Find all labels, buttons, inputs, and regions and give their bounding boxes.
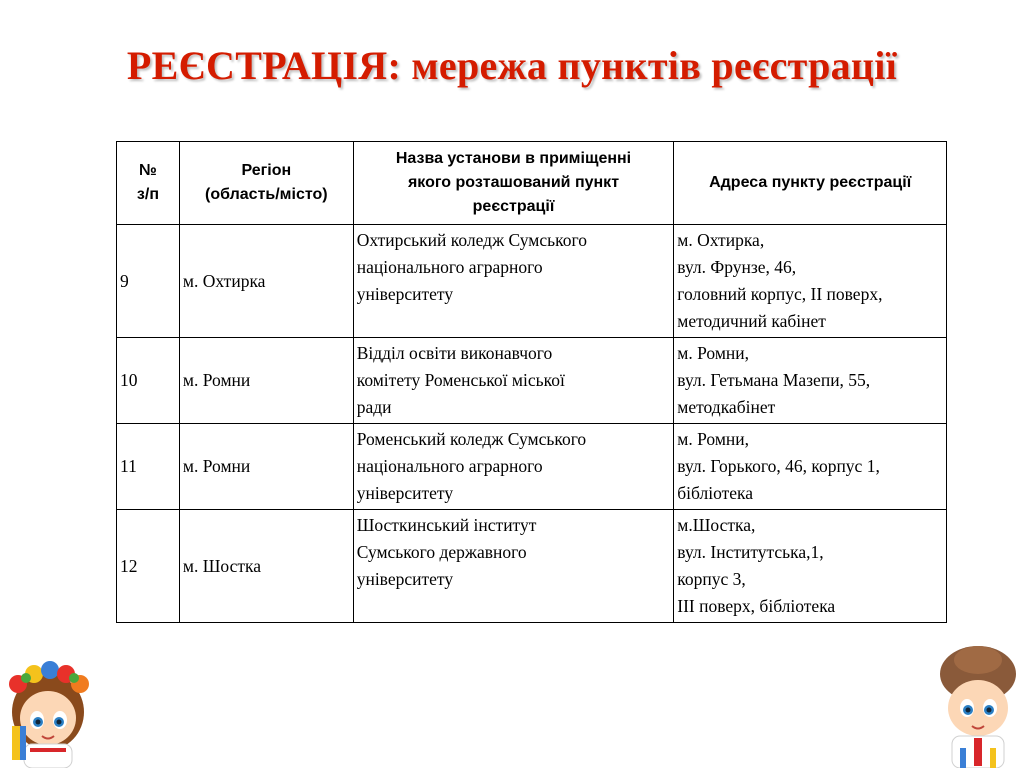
row-institution (353, 338, 674, 424)
row-number: 12 (117, 510, 180, 623)
header-num-line: № (139, 162, 157, 179)
row-region: м. Ромни (179, 338, 353, 424)
header-region-line: Регіон (241, 162, 292, 179)
row-number: 10 (117, 338, 180, 424)
institution-line: Охтирський коледж Сумського (356, 230, 587, 250)
slide-title: РЕЄСТРАЦІЯ: мережа пунктів реєстрації (126, 43, 898, 88)
row-address (674, 338, 947, 424)
row-institution (353, 424, 674, 510)
address-line: ІІІ поверх, бібліотека (677, 596, 836, 616)
header-institution-line: реєстрації (472, 198, 555, 215)
address-line: м. Охтирка, (677, 230, 765, 250)
girl-mascot-icon (0, 640, 100, 768)
institution-line: комітету Роменської міської (356, 370, 565, 390)
address-line: м.Шостка, (677, 515, 756, 535)
row-region: м. Шостка (179, 510, 353, 623)
institution-line: національного аграрного (356, 257, 543, 277)
header-institution-line: якого розташований пункт (407, 174, 620, 191)
registration-points-table (116, 141, 947, 623)
header-address (674, 142, 947, 225)
institution-line: університету (356, 483, 454, 503)
header-num-line: з/п (136, 186, 159, 203)
table-row (117, 225, 947, 338)
address-line: корпус 3, (677, 569, 746, 589)
address-line: методкабінет (677, 397, 776, 417)
table-row (117, 424, 947, 510)
institution-line: Відділ освіти виконавчого (356, 343, 553, 363)
institution-line: Шосткинський інститут (356, 515, 537, 535)
address-line: м. Ромни, (677, 343, 749, 363)
institution-line: ради (356, 397, 392, 417)
row-institution (353, 225, 674, 338)
table-row (117, 338, 947, 424)
row-address (674, 225, 947, 338)
boy-mascot-icon (930, 640, 1024, 768)
header-institution (353, 142, 674, 225)
header-institution-line: Назва установи в приміщенні (395, 150, 632, 167)
institution-line: Роменський коледж Сумського (356, 429, 587, 449)
address-line: бібліотека (677, 483, 754, 503)
header-region-line: (область/місто) (205, 186, 328, 203)
address-line: вул. Інститутська,1, (677, 542, 824, 562)
institution-line: університету (356, 284, 454, 304)
address-line: методичний кабінет (677, 311, 826, 331)
row-address (674, 510, 947, 623)
header-address-line: Адреса пункту реєстрації (709, 174, 912, 191)
address-line: м. Ромни, (677, 429, 749, 449)
table-row (117, 510, 947, 623)
address-line: вул. Фрунзе, 46, (677, 257, 797, 277)
institution-line: національного аграрного (356, 456, 543, 476)
row-region: м. Ромни (179, 424, 353, 510)
address-line: вул. Горького, 46, корпус 1, (677, 456, 880, 476)
row-number: 9 (117, 225, 180, 338)
row-region: м. Охтирка (179, 225, 353, 338)
row-number: 11 (117, 424, 180, 510)
header-num (117, 142, 180, 225)
header-region (179, 142, 353, 225)
row-address (674, 424, 947, 510)
table-header-row (117, 142, 947, 225)
address-line: вул. Гетьмана Мазепи, 55, (677, 370, 871, 390)
address-line: головний корпус, ІІ поверх, (677, 284, 883, 304)
row-institution (353, 510, 674, 623)
institution-line: університету (356, 569, 454, 589)
institution-line: Сумського державного (356, 542, 527, 562)
